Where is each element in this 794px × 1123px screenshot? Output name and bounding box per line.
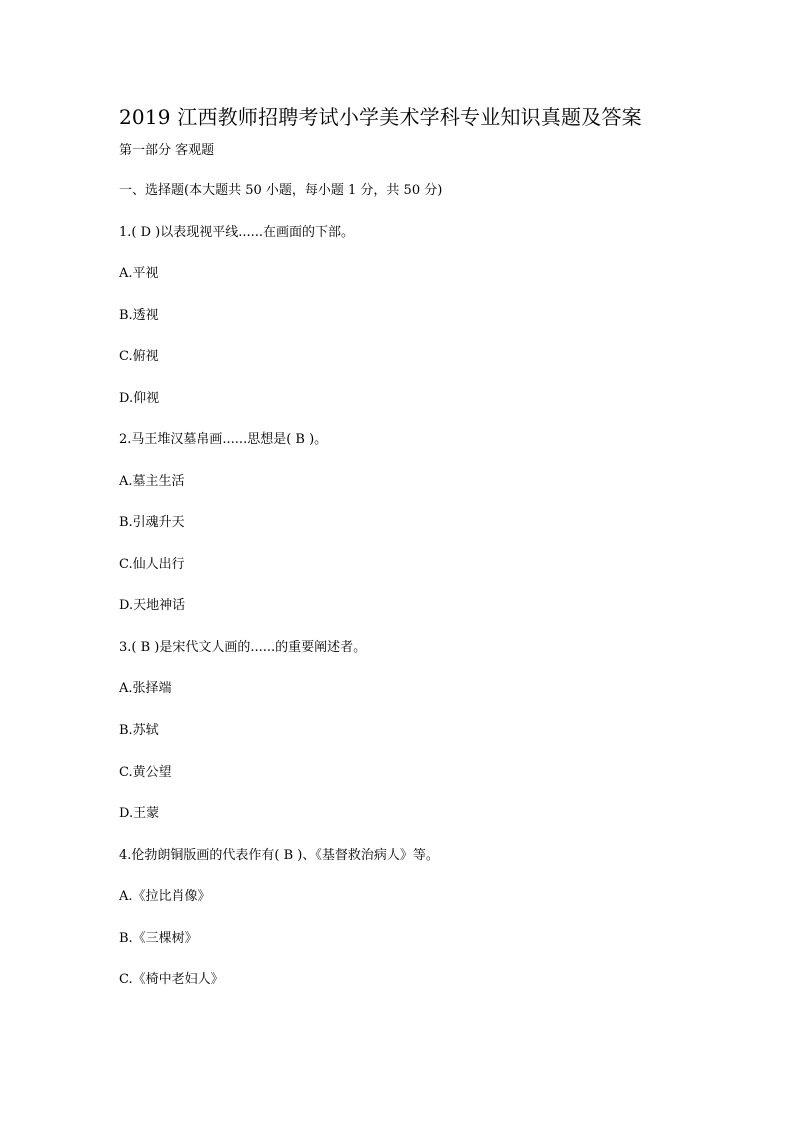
- part-heading: 第一部分 客观题: [119, 143, 215, 158]
- question-stem: 1.( D )以表现视平线......在画面的下部。: [119, 225, 355, 240]
- section-heading: 一、选择题(本大题共 50 小题，每小题 1 分，共 50 分): [119, 183, 443, 198]
- question-stem: 2.马王堆汉墓帛画......思想是( B )。: [119, 432, 328, 447]
- question-option: C.俯视: [119, 349, 159, 364]
- question-option: A.墓主生活: [119, 474, 185, 489]
- question-option: D.王蒙: [119, 806, 160, 821]
- question-option: D.仰视: [119, 391, 160, 406]
- question-option: C.仙人出行: [119, 557, 185, 572]
- question-option: B.《三棵树》: [119, 931, 198, 946]
- question-option: A.《拉比肖像》: [119, 889, 211, 904]
- question-option: C.黄公望: [119, 765, 172, 780]
- question-option: A.平视: [119, 266, 159, 281]
- question-option: C.《椅中老妇人》: [119, 972, 224, 987]
- question-option: A.张择端: [119, 681, 172, 696]
- question-option: B.苏轼: [119, 723, 159, 738]
- question-option: B.透视: [119, 308, 159, 323]
- document-title: 2019 江西教师招聘考试小学美术学科专业知识真题及答案: [119, 105, 642, 129]
- question-option: B.引魂升天: [119, 515, 185, 530]
- question-option: D.天地神话: [119, 598, 186, 613]
- question-stem: 4.伦勃朗铜版画的代表作有( B )、《基督救治病人》等。: [119, 848, 439, 863]
- question-stem: 3.( B )是宋代文人画的......的重要阐述者。: [119, 640, 367, 655]
